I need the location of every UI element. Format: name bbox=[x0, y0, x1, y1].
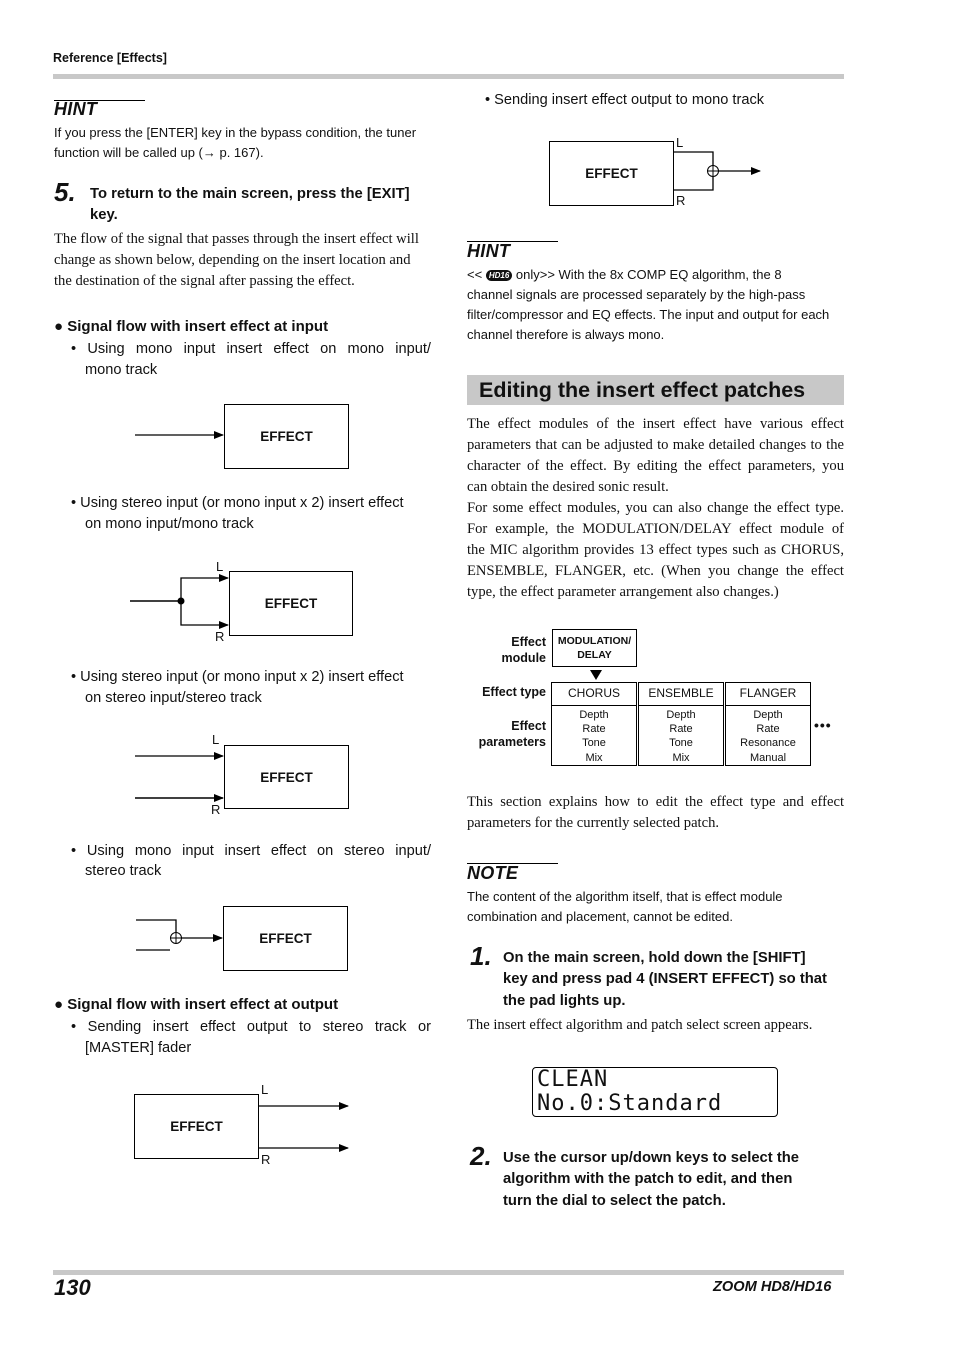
flow-item-text: • Using mono input insert effect on stereo input/ bbox=[71, 843, 431, 859]
step-instruction: Use the cursor up/down keys to select the bbox=[503, 1150, 800, 1166]
hint-text-line: channel therefore is always mono. bbox=[467, 327, 665, 342]
note-text-line: The content of the algorithm itself, that is effect module bbox=[467, 889, 783, 904]
product-name: ZOOM HD8/HD16 bbox=[713, 1279, 832, 1295]
flow-item-text: • Using stereo input (or mono input x 2) insert effect bbox=[71, 495, 404, 511]
step-number: 1. bbox=[470, 941, 492, 971]
step-instruction: To return to the main screen, press the [EXIT] bbox=[90, 186, 410, 202]
diagram-mono-stereo bbox=[130, 912, 230, 962]
flow-input-heading: ● Signal flow with insert effect at input bbox=[54, 318, 329, 335]
right-channel-label: R bbox=[215, 629, 225, 644]
running-header: Reference [Effects] bbox=[53, 51, 167, 65]
left-channel-label: L bbox=[676, 135, 684, 150]
effect-box: EFFECT bbox=[229, 571, 353, 636]
step-instruction: On the main screen, hold down the [SHIFT] bbox=[503, 950, 806, 966]
body-paragraph: The flow of the signal that passes through the insert effect will change as shown below, depending on the insert location and the destination of the signal after passing the effect. bbox=[54, 231, 419, 289]
diagram-out-mono bbox=[673, 140, 768, 210]
hint-text-line: If you press the [ENTER] key in the bypass condition, the tuner bbox=[54, 125, 417, 140]
flow-item-text: • Sending insert effect output to stereo track or bbox=[71, 1019, 431, 1035]
step-number: 5. bbox=[54, 177, 76, 207]
flow-item-text: on mono input/mono track bbox=[85, 516, 254, 532]
body-paragraph: This section explains how to edit the effect type and effect parameters for the currently selected patch. bbox=[467, 794, 844, 831]
hd16-badge: HD16 bbox=[486, 270, 512, 281]
step-instruction: turn the dial to select the patch. bbox=[503, 1193, 726, 1209]
note-title: NOTE bbox=[467, 863, 519, 883]
flow-item-text: on stereo input/stereo track bbox=[85, 690, 262, 706]
hint-text-line: function will be called up (→ p. 167). bbox=[54, 145, 264, 160]
step-number: 2. bbox=[470, 1141, 492, 1171]
flow-item-text: mono track bbox=[85, 362, 158, 378]
hint-text-line: channel signals are processed separately by the high-pass bbox=[467, 287, 806, 302]
flow-item-text: • Using stereo input (or mono input x 2) insert effect bbox=[71, 669, 404, 685]
hint-title: HINT bbox=[467, 241, 511, 261]
flow-item-text: stereo track bbox=[85, 863, 162, 879]
step-instruction: key and press pad 4 (INSERT EFFECT) so that bbox=[503, 971, 827, 987]
right-channel-label: R bbox=[211, 802, 221, 817]
effect-module-cell: MODULATION/ DELAY bbox=[552, 629, 637, 667]
effect-box: EFFECT bbox=[224, 404, 349, 469]
diagram-stereo-stereo bbox=[130, 740, 235, 810]
diagram-out-stereo bbox=[258, 1096, 358, 1156]
flow-item-text: [MASTER] fader bbox=[85, 1040, 192, 1056]
effect-params-cell: Depth Rate Tone Mix bbox=[638, 705, 724, 766]
table-label-module: Effect module bbox=[501, 635, 546, 665]
effect-params-cell: Depth Rate Tone Mix bbox=[551, 705, 637, 766]
left-channel-label: L bbox=[261, 1082, 269, 1097]
effect-box: EFFECT bbox=[549, 141, 674, 206]
note-text-line: combination and placement, cannot be edited. bbox=[467, 909, 733, 924]
bullet-dot-icon: ● bbox=[54, 318, 64, 335]
effect-type-cell: ENSEMBLE bbox=[638, 682, 724, 706]
lcd-line-algorithm: CLEAN bbox=[537, 1067, 609, 1092]
step-instruction: the pad lights up. bbox=[503, 993, 626, 1009]
effect-box: EFFECT bbox=[223, 906, 348, 971]
effect-type-cell: FLANGER bbox=[725, 682, 811, 706]
footer-rule bbox=[53, 1270, 844, 1275]
right-channel-label: R bbox=[676, 193, 686, 208]
hint-text-line: << HD16 only>> With the 8x COMP EQ algorithm, the 8 bbox=[467, 267, 782, 282]
bullet-dot-icon: ● bbox=[54, 996, 64, 1013]
lcd-line-patch: No.0:Standard bbox=[537, 1091, 723, 1116]
right-channel-label: R bbox=[261, 1152, 271, 1167]
table-label-params: Effect parameters bbox=[478, 719, 546, 749]
effect-params-cell: Depth Rate Resonance Manual bbox=[725, 705, 811, 766]
left-channel-label: L bbox=[216, 559, 224, 574]
flow-item-text: • Using mono input insert effect on mono input/ bbox=[71, 341, 431, 357]
step-instruction: key. bbox=[90, 207, 118, 223]
body-paragraph: The effect modules of the insert effect have various effect parameters that can be adjusted to make detailed changes to the character of the effect. By editing the effect parameters, you can obtain the desired sonic result. For some effect modules, you can also change the effect type. For example, the MODULATION/DELAY effect module of the MIC algorithm provides 13 effect types such as CHORUS, ENSEMBLE, FLANGER, etc. (When you change the effect type, the effect parameter arrangement also changes.) bbox=[467, 416, 844, 600]
page-number: 130 bbox=[54, 1275, 91, 1300]
ellipsis-icon: ••• bbox=[814, 717, 832, 733]
section-title: Editing the insert effect patches bbox=[479, 378, 806, 402]
hint-title: HINT bbox=[54, 99, 98, 119]
effect-box: EFFECT bbox=[224, 745, 349, 809]
down-arrow-icon bbox=[589, 669, 603, 681]
hint-text-line: filter/compressor and EQ effects. The input and output for each bbox=[467, 307, 830, 322]
effect-type-cell: CHORUS bbox=[551, 682, 637, 706]
header-rule bbox=[53, 74, 844, 79]
step-instruction: algorithm with the patch to edit, and then bbox=[503, 1171, 793, 1187]
flow-output-heading: ● Signal flow with insert effect at output bbox=[54, 996, 339, 1013]
body-paragraph: The insert effect algorithm and patch select screen appears. bbox=[467, 1017, 813, 1033]
left-channel-label: L bbox=[212, 732, 220, 747]
table-label-type: Effect type bbox=[482, 685, 546, 699]
effect-box: EFFECT bbox=[134, 1094, 259, 1159]
flow-item-text: • Sending insert effect output to mono track bbox=[485, 92, 765, 108]
